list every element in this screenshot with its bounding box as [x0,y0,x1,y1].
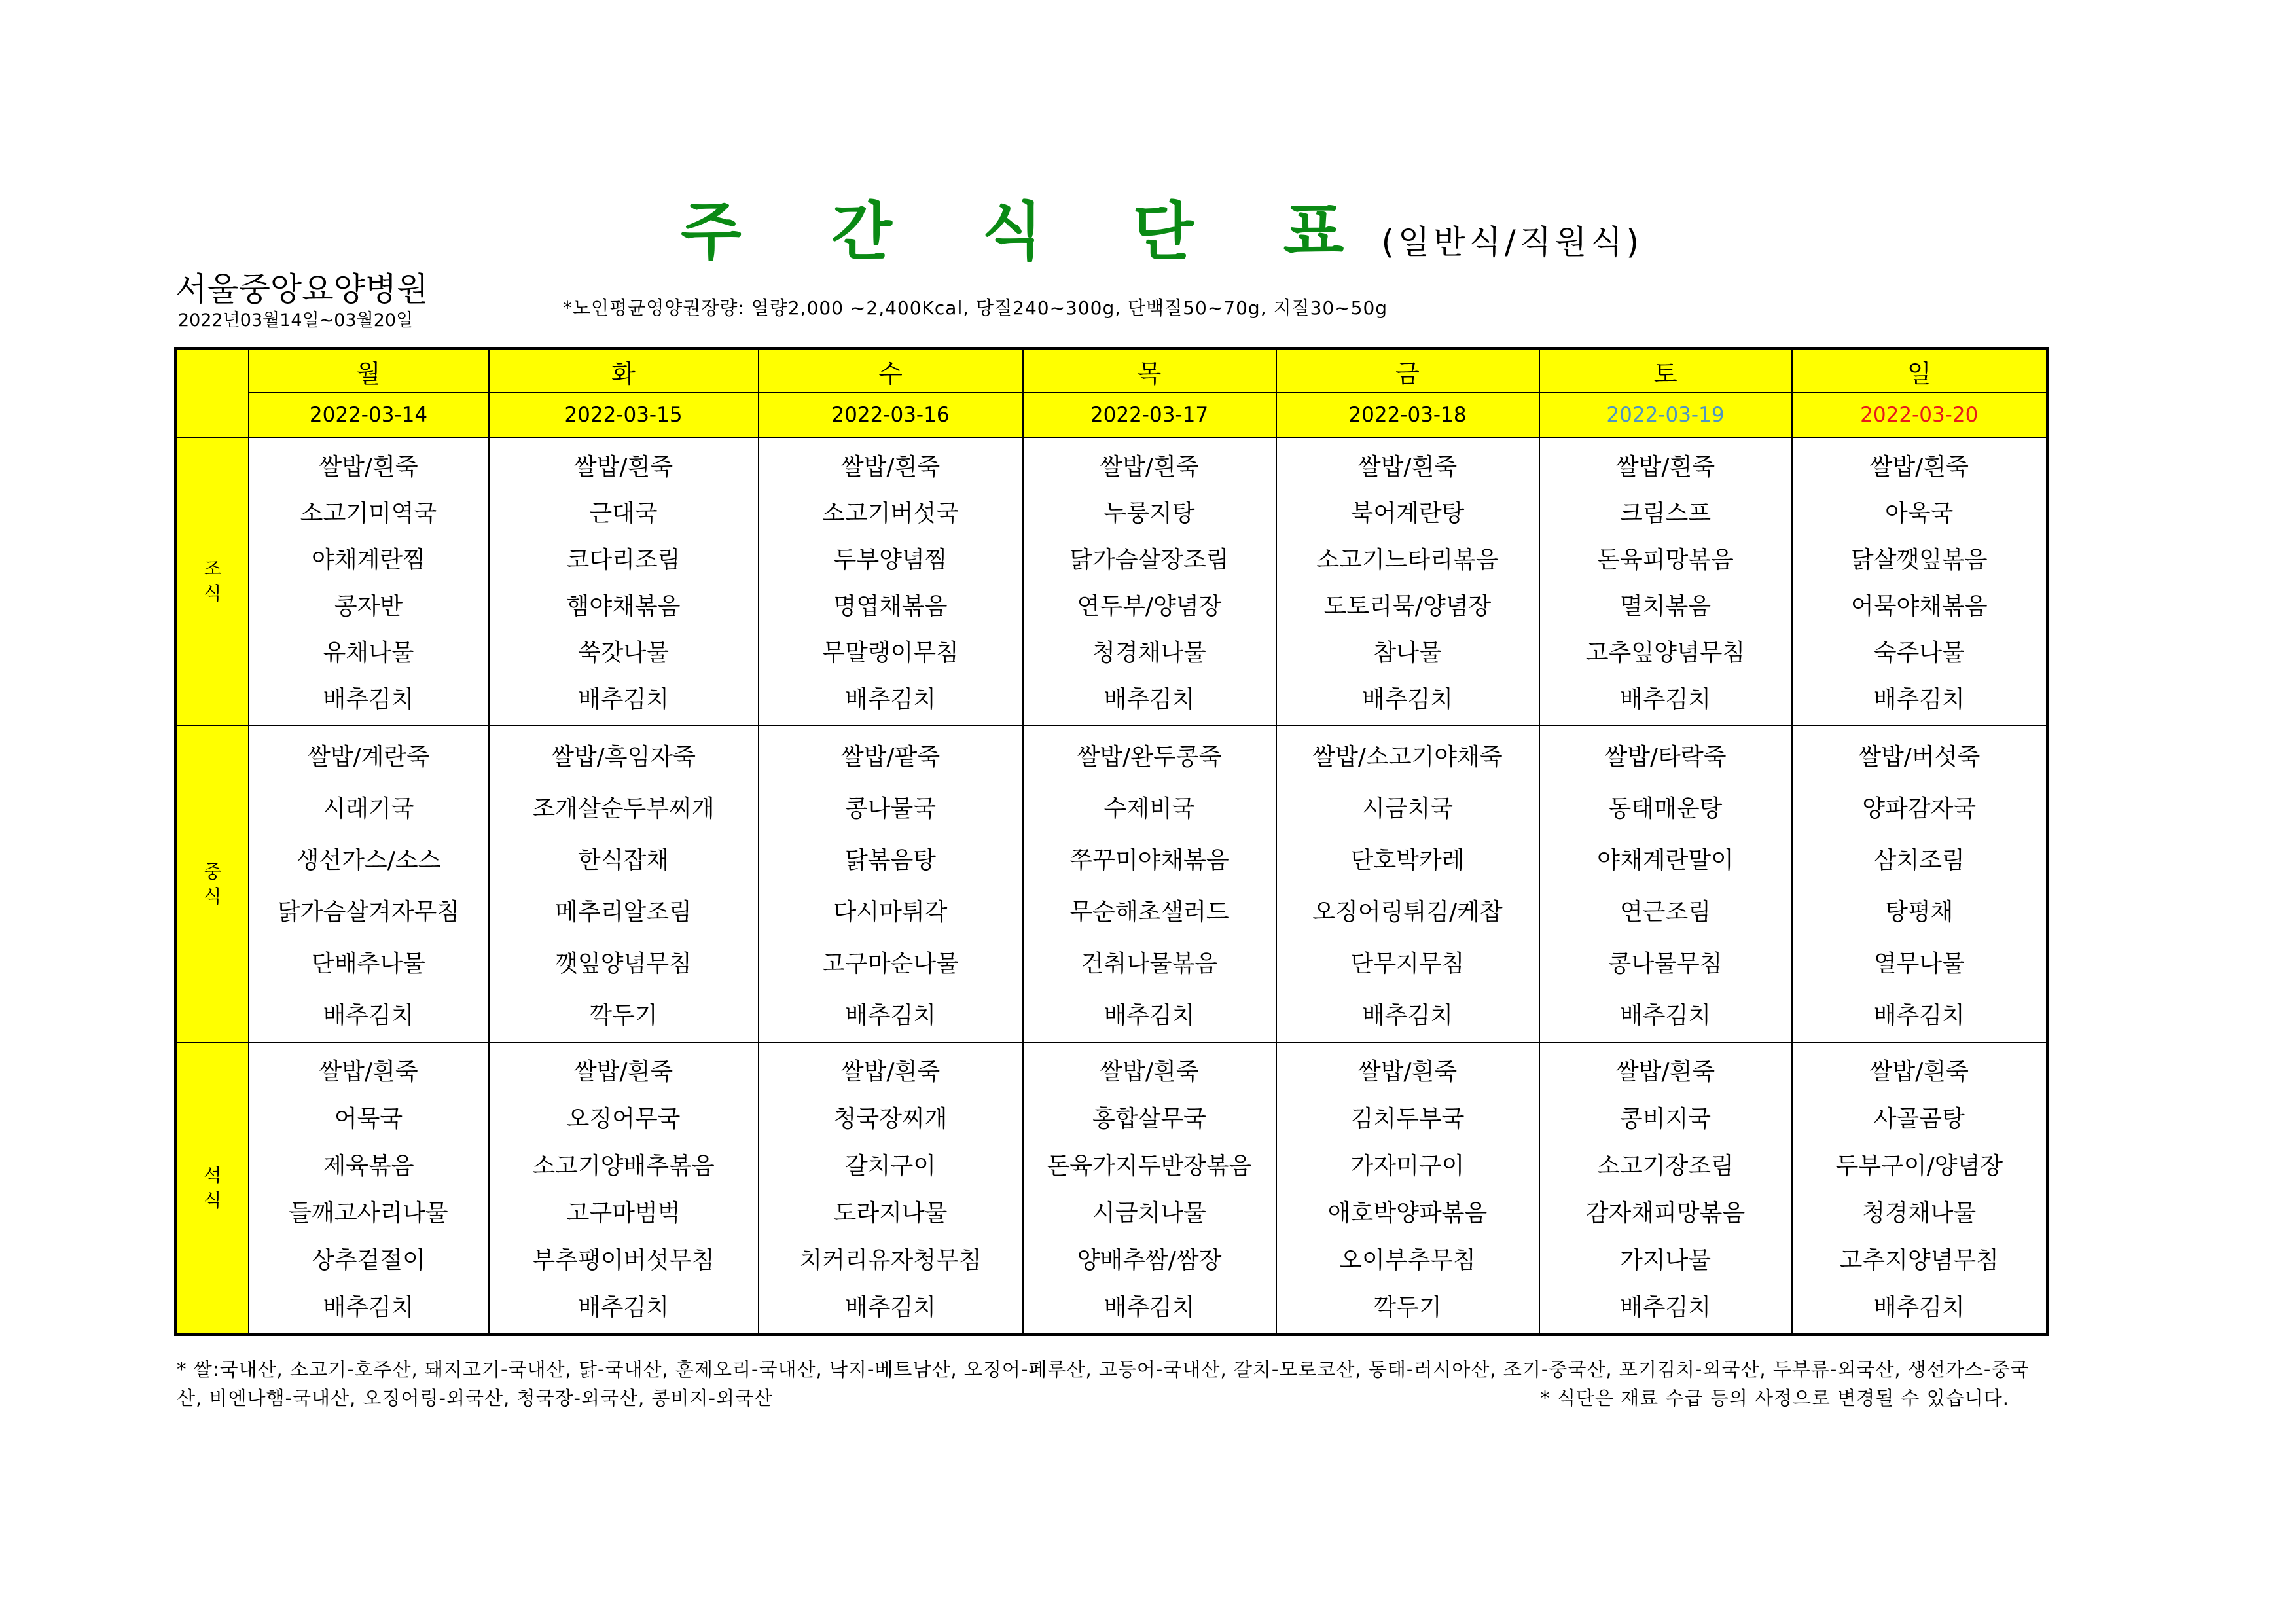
menu-item: 쌀밥/흰죽 [1100,1058,1199,1086]
menu-item: 청경채나물 [1862,1200,1977,1227]
breakfast-block [176,437,2048,725]
page-title: 주 간 식 단 표 [681,195,1378,268]
menu-item: 쌀밥/타락죽 [1604,743,1727,770]
menu-item: 닭살깻잎볶음 [1850,547,1988,573]
day-header: 금 [1276,349,1539,393]
menu-item: 누룽지탕 [1103,500,1195,527]
menu-item: 멸치볶음 [1619,593,1712,620]
menu-item: 쌀밥/소고기야채죽 [1312,743,1503,770]
menu-item: 어묵국 [334,1106,403,1133]
menu-item: 야채계란찜 [312,547,425,573]
title-block [681,182,1643,272]
menu-item: 배추김치 [1873,1001,1965,1029]
menu-item: 탕평채 [1885,898,1954,926]
menu-item: 닭볶음탕 [844,846,937,874]
menu-item: 오징어링튀김/케찹 [1312,898,1503,926]
menu-item: 코다리조림 [566,547,681,573]
menu-item: 두부구이/양념장 [1835,1153,2003,1180]
menu-item: 쌀밥/흑임자죽 [551,743,696,770]
menu-item: 콩나물국 [844,795,937,822]
menu-item: 깍두기 [1373,1294,1442,1322]
menu-item: 도토리묵/양념장 [1323,593,1492,620]
menu-item: 쌀밥/버섯죽 [1858,743,1981,770]
menu-item: 닭가슴살겨자무침 [277,898,460,926]
day-cell [1023,725,1276,1043]
menu-item: 도라지나물 [833,1200,948,1227]
day-cell [1792,437,2048,725]
menu-item: 햄야채볶음 [566,593,681,620]
date-header: 2022-03-18 [1276,393,1539,437]
menu-item: 소고기미역국 [300,500,437,527]
menu-item: 갈치구이 [844,1153,937,1180]
menu-item: 배추김치 [844,1001,937,1029]
menu-item: 배추김치 [577,1294,670,1322]
menu-item: 배추김치 [1103,686,1195,713]
day-cell [249,437,489,725]
menu-item: 쌀밥/계란죽 [307,743,429,770]
menu-item: 배추김치 [1361,1001,1454,1029]
menu-item: 상추겉절이 [312,1247,425,1274]
corner-cell [176,349,249,438]
day-cell [759,725,1023,1043]
menu-item: 돈육가지두반장볶음 [1047,1153,1252,1180]
menu-item: 소고기장조림 [1597,1153,1734,1180]
day-cell [489,725,759,1043]
menu-item: 쌀밥/흰죽 [573,1058,673,1086]
day-cell [249,1043,489,1334]
menu-item: 시금치국 [1361,795,1454,822]
date-header-saturday: 2022-03-19 [1539,393,1792,437]
day-cell [1539,437,1792,725]
menu-item: 배추김치 [323,1001,414,1029]
day-header: 화 [489,349,759,393]
menu-item: 돈육피망볶음 [1597,547,1734,573]
menu-item: 수제비국 [1103,795,1195,822]
menu-item: 깍두기 [589,1001,658,1029]
menu-item: 동태매운탕 [1608,795,1723,822]
menu-item: 단호박카레 [1350,846,1465,874]
day-cell [1023,437,1276,725]
menu-item: 양배추쌈/쌈장 [1077,1247,1222,1274]
menu-item: 소고기버섯국 [822,500,959,527]
menu-item: 오징어무국 [566,1106,681,1133]
menu-item: 고추지양념무침 [1839,1247,1999,1274]
menu-item: 북어계란탕 [1350,500,1465,527]
menu-item: 쌀밥/흰죽 [1615,1058,1715,1086]
menu-item: 쌀밥/흰죽 [840,1058,941,1086]
date-header: 2022-03-14 [249,393,489,437]
day-header: 목 [1023,349,1276,393]
menu-item: 쌀밥/흰죽 [1615,454,1715,480]
menu-item: 사골곰탕 [1873,1106,1965,1133]
menu-item: 쌀밥/흰죽 [1869,454,1969,480]
menu-item: 쌀밥/흰죽 [573,454,673,480]
day-cell [1539,1043,1792,1334]
menu-item: 배추김치 [323,686,414,713]
menu-item: 열무나물 [1873,950,1965,977]
menu-item: 한식잡채 [577,846,670,874]
menu-item: 소고기양배추볶음 [532,1153,715,1180]
dinner-block [176,1043,2048,1334]
menu-item: 홍합살무국 [1092,1106,1206,1133]
menu-item: 배추김치 [1873,686,1965,713]
menu-item: 쌀밥/팥죽 [840,743,941,770]
menu-item: 치커리유자청무침 [799,1247,982,1274]
menu-item: 연두부/양념장 [1077,593,1222,620]
menu-item: 쌀밥/흰죽 [1357,454,1458,480]
menu-item: 들깨고사리나물 [289,1200,448,1227]
date-header-row [176,393,2048,437]
menu-item: 쭈꾸미야채볶음 [1069,846,1229,874]
origin-note: * 쌀:국내산, 소고기-호주산, 돼지고기-국내산, 닭-국내산, 훈제오리-국내산, 낙지-베트남산, 오징어-페루산, 고등어-국내산, 갈치-모로코산, 동태-러시아산, 조기-중국산, 포기김치-외국산, 두부류-외국산, 생선가스-중국산, 비엔나햄-국내산, 오징어링-외국산, 청국장-외국산, 콩비지-외국산 [177,1358,2030,1409]
day-cell [1792,725,2048,1043]
menu-item: 시금치나물 [1092,1200,1206,1227]
menu-item: 쌀밥/흰죽 [319,454,418,480]
menu-item: 쌀밥/흰죽 [319,1058,418,1086]
menu-item: 쌀밥/완두콩죽 [1077,743,1222,770]
day-cell [1792,1043,2048,1334]
menu-item: 쌀밥/흰죽 [840,454,941,480]
menu-item: 소고기느타리볶음 [1316,547,1499,573]
menu-item: 명엽채볶음 [833,593,948,620]
day-cell [759,1043,1023,1334]
meal-label-text: 석식 [204,1164,222,1211]
meal-label-dinner [176,1043,249,1334]
menu-item: 닭가슴살장조림 [1069,547,1229,573]
menu-item: 청경채나물 [1092,640,1206,666]
change-notice: * 식단은 재료 수급 등의 사정으로 변경될 수 있습니다. [1540,1387,2009,1409]
menu-item: 배추김치 [323,1294,414,1322]
menu-item: 연근조림 [1619,898,1712,926]
day-cell [1276,725,1539,1043]
menu-item: 애호박양파볶음 [1327,1200,1488,1227]
date-header: 2022-03-17 [1023,393,1276,437]
menu-item: 단배추나물 [312,950,425,977]
menu-item: 콩비지국 [1619,1106,1712,1133]
menu-item: 가지나물 [1619,1247,1712,1274]
meal-label-text: 중식 [204,860,222,907]
menu-item: 고구마순나물 [822,950,959,977]
menu-item: 콩자반 [334,593,403,620]
menu-item: 쑥갓나물 [577,640,670,666]
date-header-sunday: 2022-03-20 [1792,393,2048,437]
menu-item: 삼치조림 [1873,846,1965,874]
menu-item: 쌀밥/흰죽 [1357,1058,1458,1086]
weekly-menu-table [174,347,2049,1336]
meal-label-lunch [176,725,249,1043]
menu-item: 배추김치 [844,686,937,713]
day-header: 일 [1792,349,2048,393]
menu-item: 참나물 [1373,640,1442,666]
day-header: 수 [759,349,1023,393]
menu-item: 근대국 [589,500,658,527]
menu-period: 2022년03월14일~03월20일 [178,310,414,331]
menu-item: 메추리알조림 [555,898,692,926]
page-subtitle: (일반식/직원식) [1381,223,1643,261]
menu-item: 고추잎양념무침 [1585,640,1746,666]
menu-item: 크림스프 [1619,500,1712,527]
menu-item: 무말랭이무침 [822,640,959,666]
menu-item: 배추김치 [1619,1001,1712,1029]
lunch-block [176,725,2048,1043]
menu-item: 배추김치 [1361,686,1454,713]
menu-item: 생선가스/소스 [296,846,441,874]
menu-item: 쌀밥/흰죽 [1869,1058,1969,1086]
menu-item: 양파감자국 [1862,795,1977,822]
day-cell [1023,1043,1276,1334]
nutrition-note: *노인평균영양권장량: 열량2,000 ~2,400Kcal, 당질240~300g, 단백질50~70g, 지질30~50g [563,297,1388,319]
day-cell [249,725,489,1043]
day-cell [1276,1043,1539,1334]
menu-item: 다시마튀각 [833,898,948,926]
menu-item: 무순해초샐러드 [1069,898,1229,926]
menu-item: 감자채피망볶음 [1585,1200,1746,1227]
menu-item: 시래기국 [323,795,414,822]
menu-item: 배추김치 [1103,1294,1195,1322]
day-cell [489,437,759,725]
menu-item: 배추김치 [844,1294,937,1322]
menu-item: 배추김치 [1619,1294,1712,1322]
menu-item: 깻잎양념무침 [555,950,692,977]
menu-item: 김치두부국 [1350,1106,1465,1133]
menu-item: 청국장찌개 [833,1106,948,1133]
menu-item: 야채계란말이 [1597,846,1734,874]
day-header-row [176,349,2048,393]
menu-item: 두부양념찜 [833,547,948,573]
menu-item: 오이부추무침 [1339,1247,1476,1274]
day-header: 월 [249,349,489,393]
menu-item: 단무지무침 [1350,950,1465,977]
menu-item: 숙주나물 [1873,640,1965,666]
menu-item: 고구마범벅 [566,1200,681,1227]
date-header: 2022-03-16 [759,393,1023,437]
menu-item: 어묵야채볶음 [1850,593,1988,620]
day-cell [1276,437,1539,725]
menu-item: 건취나물볶음 [1081,950,1218,977]
menu-item: 제육볶음 [323,1153,414,1180]
menu-item: 배추김치 [1619,686,1712,713]
menu-item: 콩나물무침 [1608,950,1723,977]
date-header: 2022-03-15 [489,393,759,437]
menu-item: 가자미구이 [1350,1153,1465,1180]
day-cell [489,1043,759,1334]
menu-item: 조개살순두부찌개 [532,795,715,822]
menu-item: 배추김치 [1103,1001,1195,1029]
day-cell [759,437,1023,725]
menu-item: 쌀밥/흰죽 [1100,454,1199,480]
meal-label-text: 조식 [204,558,222,604]
menu-item: 배추김치 [577,686,670,713]
day-header: 토 [1539,349,1792,393]
day-cell [1539,725,1792,1043]
hospital-name: 서울중앙요양병원 [175,270,429,308]
menu-item: 유채나물 [323,640,414,666]
footnote [177,1355,2036,1413]
menu-item: 부추팽이버섯무침 [532,1247,715,1274]
menu-item: 아욱국 [1885,500,1954,527]
meal-label-breakfast [176,437,249,725]
menu-item: 배추김치 [1873,1294,1965,1322]
